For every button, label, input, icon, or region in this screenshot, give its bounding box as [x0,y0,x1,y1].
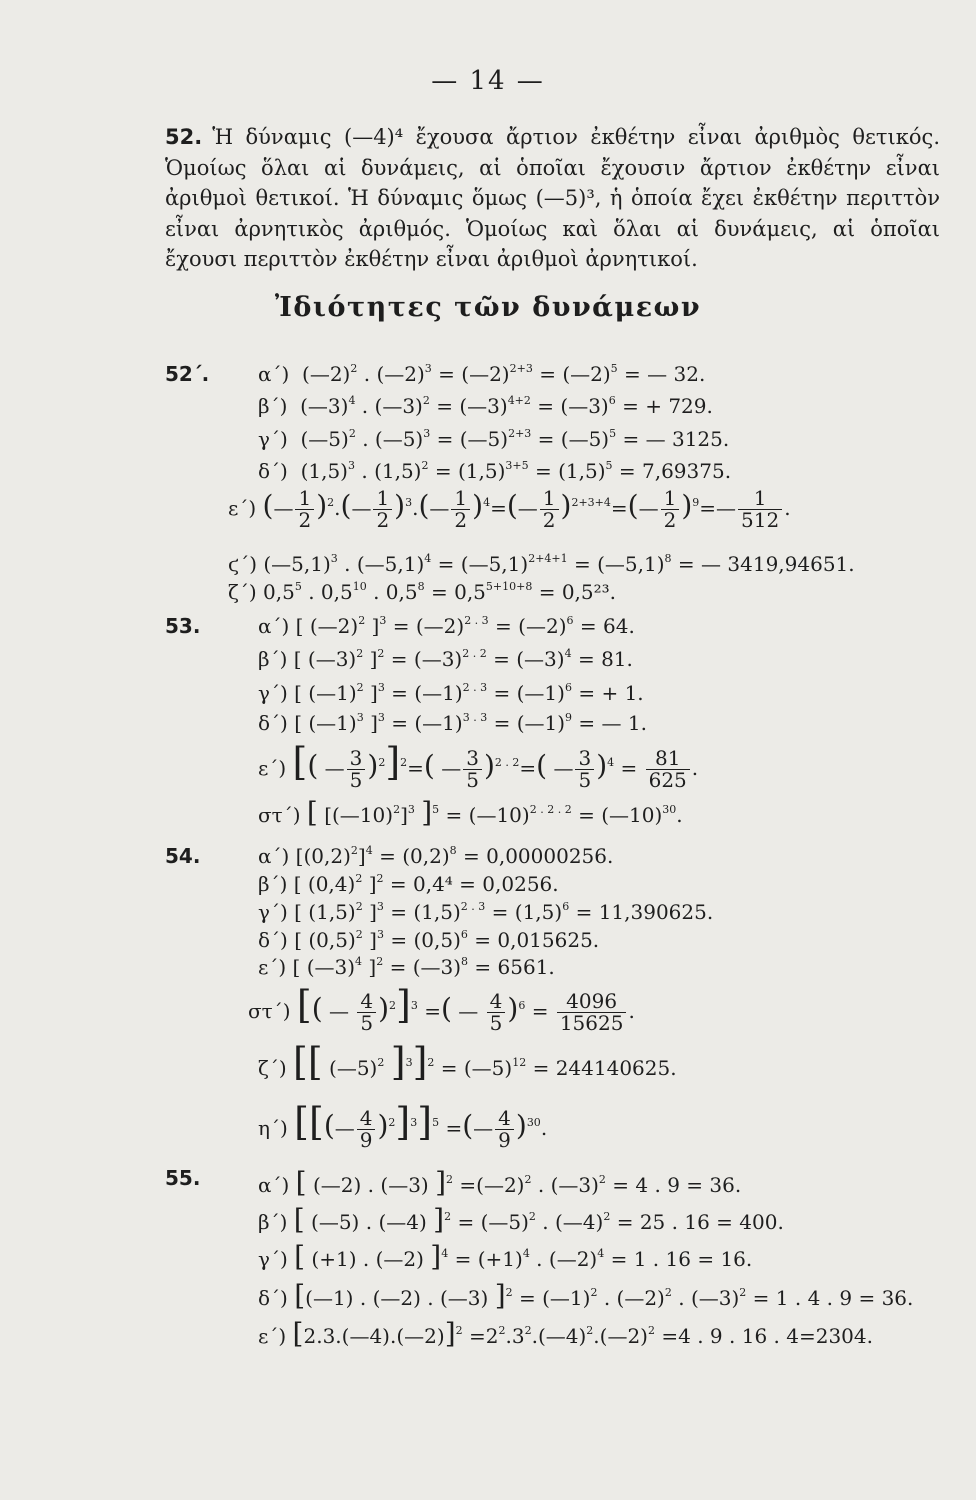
paragraph-text: Ἡ δύναμις (—4)⁴ ἔχουσα ἄρτιον ἐκθέτην εἶναι ἀριθμὸς θετικός. Ὁμοίως ὅλαι αἱ δυνάμεις, αἱ ὁποῖαι ἔχουσιν ἄρτιον ἐκθέτην εἶναι ἀριθμοὶ θετικοί. Ἡ δύναμις ὅμως (—5)³, ἡ ὁποία ἔχει ἐκθέτην περιττὸν εἶναι ἀρνητικὸς ἀριθμός. Ὁμοίως καὶ ὅλαι αἱ δυνάμεις, αἱ ὁποῖαι ἔχουσι περιττὸν ἐκθέτην εἶναι ἀριθμοὶ ἀρνητικοί. [165,125,940,271]
equation-53-d: δ΄) [ (—1)$^3$ ]$^3$ = (—1)$^{3 . 3}$ = (—1)$^9$ = — 1. [258,711,647,735]
equation-55-g: γ΄) [ (+1) . (—2) ]$^4 = (+1)^4$ . (—2)$^4$ = 1 . 16 = 16. [258,1240,753,1273]
equation-54-z: ζ΄) [[ (—5)$^2$ ]$^3$]$^2$ = (—5)$^{12}$ = 244140625. [258,1040,677,1084]
page-number: — 14 — [431,66,545,96]
equation-54-g: γ΄) [ $(1,5)^2$ ]$^3 = (1,5)^{2 . 3} = (1,5)^6 = 11,390625$. [258,900,714,924]
exercise-number: 53. [165,614,201,638]
equation-55-b: β΄) [ (—5) . (—4) ]$^2$ = (—5)$^2$ . (—4)$^2$ = 25 . 16 = 400. [258,1203,784,1236]
equation-54-st: στ΄) [( — $\frac{4}{5}$ )$^2$]$^3$ =( — $\frac{4}{5}$ )$^6$ = $\frac{4096}{15625}$ . [248,983,635,1035]
equation-53-a: α΄) [ (—2)$^2$ ]$^3$ = (—2)$^{2 . 3}$ = (—2)$^6$ = 64. [258,614,635,638]
equation-53-e: ε΄) [( — $\frac{3}{5}$ )$^2$]$^2$=( — $\frac{3}{5}$ )$^{2 . 2}$=( — $\frac{3}{5}$ )$^4$ = $\frac{81}{625}$ . [258,740,699,792]
equation-52-z: ζ΄) $0,5^5$ . $0,5^{10}$ . $0,5^8 = 0,5^{5+10+8} = 0,5^{23}$. [228,580,617,604]
equation-53-g: γ΄) [ (—1)$^2$ ]$^3$ = (—1)$^{2 . 3}$ = (—1)$^6$ = + 1. [258,681,644,705]
equation-52-a: α΄) (—2)$^2$ . (—2)$^3$ = (—2)$^{2+3}$ = (—2)$^5$ = — 32. [258,362,706,386]
equation-54-a: α΄) $[(0,2)^2]^4 = (0,2)^8 = 0,00000256$. [258,844,614,868]
equation-52-g: γ΄) (—5)$^2$ . (—5)$^3$ = (—5)$^{2+3}$ = (—5)$^5$ = — 3125. [258,427,730,451]
exercise-number: 54. [165,844,201,868]
equation-53-b: β΄) [ (—3)$^2$ ]$^2$ = (—3)$^{2 . 2}$ = (—3)$^4$ = 81. [258,647,633,671]
equation-52-b: β΄) (—3)$^4$ . (—3)$^2$ = (—3)$^{4+2}$ = (—3)$^6$ = + 729. [258,394,713,418]
equation-54-b: β΄) [ $(0,4)^2$ ]$^2$ = 0,4⁴ = 0,0256. [258,872,559,896]
equation-54-e: ε΄) [ (—3)$^4$ ]$^2$ = (—3)$^8$ = 6561. [258,955,555,979]
equation-53-st: στ΄) [ [(—10)$^2$]$^3$ ]$^5$ = (—10)$^{2 . 2 . 2}$ = (—10)$^{30}$. [258,796,683,829]
equation-55-e: ε΄) [2.3.(—4).(—2)]$^2$ $=2^2.3^2.(—4)^2.(—2)^2 =4$ . 9 . 16 . 4=2304. [258,1317,873,1350]
exercise-number: 52΄. [165,362,210,386]
paragraph-52 [165,122,940,275]
equation-54-h: η΄) [[(— $\frac{4}{9}$ )$^2$]$^3$]$^5$ =(— $\frac{4}{9}$ )$^{30}$. [258,1100,548,1152]
equation-55-a: α΄) [ (—2) . (—3) ]$^2$ =(—2)$^2$ . (—3)$^2$ = 4 . 9 = 36. [258,1166,742,1199]
section-heading: Ἰδιότητες τῶν δυνάμεων [274,292,702,323]
equation-54-d: δ΄) [ $(0,5)^2$ ]$^3 = (0,5)^6 = 0,015625$. [258,928,600,952]
equation-52-st: ϛ΄) (—5,1)$^3$ . (—5,1)$^4$ = (—5,1)$^{2+4+1}$ = (—5,1)$^8$ = — 3419,94651. [228,552,855,576]
equation-55-d: δ΄) [(—1) . (—2) . (—3) ]$^2$ = (—1)$^2$ . (—2)$^2$ . (—3)$^2$ = 1 . 4 . 9 = 36. [258,1279,914,1312]
equation-52-e: ε΄) (— $\frac{1}{2}$ )$^2$.(— $\frac{1}{2}$ )$^3$.(— $\frac{1}{2}$ )$^4$=(— $\frac{1}{2}$ )$^{2+3+4}$=(— $\frac{1}{2}$ )$^9$=— $\frac{1}{512}$ . [228,486,791,532]
exercise-number: 55. [165,1166,201,1190]
paragraph-number: 52. [165,125,203,149]
equation-52-d: δ΄) $(1,5)^3$ . $(1,5)^2 = (1,5)^{3+5} = (1,5)^5 = 7,69375$. [258,459,732,483]
